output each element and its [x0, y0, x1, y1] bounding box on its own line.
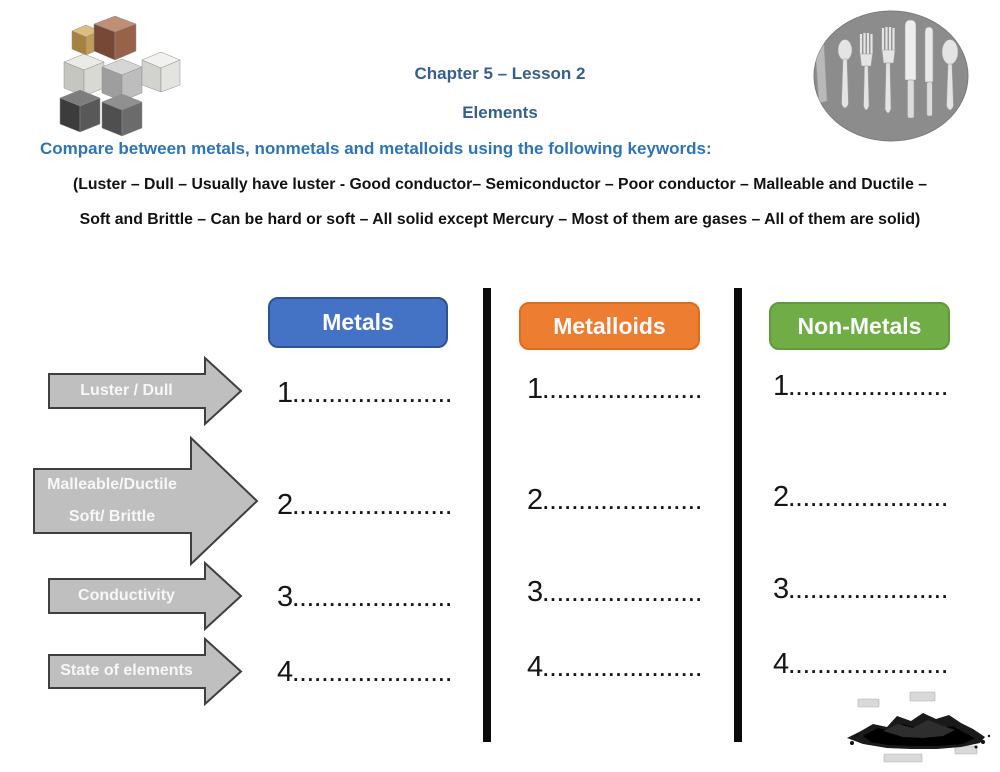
- arrow-label: Malleable/Ductile: [47, 476, 177, 493]
- lesson-subtitle: Elements: [462, 103, 538, 122]
- answer-number: 2: [527, 484, 544, 516]
- keywords-line-1: (Luster – Dull – Usually have luster - Good conductor– Semiconductor – Poor conductor – Malleable and Ductile –: [72, 176, 928, 193]
- answer-leader: ......................: [789, 490, 950, 511]
- answer-line-nonmetals-1: [773, 370, 949, 407]
- answer-number: 1: [277, 377, 294, 409]
- answer-leader: ......................: [543, 382, 704, 403]
- column-divider-left: [483, 288, 491, 742]
- answer-number: 1: [527, 373, 544, 405]
- answer-number: 3: [527, 576, 544, 608]
- answer-leader: ......................: [293, 386, 454, 407]
- arrow-label: Conductivity: [78, 587, 175, 604]
- answer-number: 3: [277, 581, 294, 613]
- answer-number: 2: [277, 489, 294, 521]
- answer-leader: ......................: [543, 660, 704, 681]
- answer-number: 1: [773, 370, 790, 402]
- answer-leader: ......................: [293, 665, 454, 686]
- answer-line-nonmetals-2: [773, 481, 949, 518]
- answer-line-nonmetals-4: [773, 648, 949, 685]
- answer-number: 4: [277, 656, 294, 688]
- column-header-metals: Metals: [268, 297, 448, 348]
- answer-number: 3: [773, 573, 790, 605]
- answer-leader: ......................: [789, 582, 950, 603]
- answer-number: 4: [773, 648, 790, 680]
- answer-leader: ......................: [789, 379, 950, 400]
- answer-number: 2: [773, 481, 790, 513]
- answer-number: 4: [527, 651, 544, 683]
- answer-line-metals-1: [277, 377, 453, 414]
- answer-line-metals-2: [277, 489, 453, 526]
- column-header-metalloids: Metalloids: [519, 302, 700, 350]
- answer-line-metalloids-3: [527, 576, 703, 613]
- arrow-label: State of elements: [60, 662, 193, 679]
- page-title: Chapter 5 – Lesson 2: [414, 64, 586, 83]
- column-header-nonmetals: Non-Metals: [769, 302, 950, 350]
- answer-leader: ......................: [543, 493, 704, 514]
- arrow-malleable-soft: [33, 434, 259, 568]
- answer-line-metals-3: [277, 581, 453, 618]
- keywords-line-2: Soft and Brittle – Can be hard or soft – All solid except Mercury – Most of them are gases – All of them are solid): [79, 211, 921, 228]
- arrow-conductivity: [48, 560, 243, 632]
- instruction-text: Compare between metals, nonmetals and metalloids using the following keywords:: [40, 139, 712, 158]
- arrow-state-of-elements: [48, 636, 243, 707]
- answer-leader: ......................: [789, 657, 950, 678]
- arrow-luster-dull: [48, 355, 243, 427]
- arrow-label: Luster / Dull: [80, 382, 173, 399]
- answer-line-metalloids-1: [527, 373, 703, 410]
- answer-line-metalloids-4: [527, 651, 703, 688]
- answer-line-metals-4: [277, 656, 453, 693]
- coal-pile-image: [843, 686, 993, 764]
- answer-leader: ......................: [543, 585, 704, 606]
- answer-leader: ......................: [293, 590, 454, 611]
- answer-line-nonmetals-3: [773, 573, 949, 610]
- column-divider-right: [734, 288, 742, 742]
- answer-leader: ......................: [293, 498, 454, 519]
- answer-line-metalloids-2: [527, 484, 703, 521]
- arrow-label: Soft/ Brittle: [68, 508, 156, 525]
